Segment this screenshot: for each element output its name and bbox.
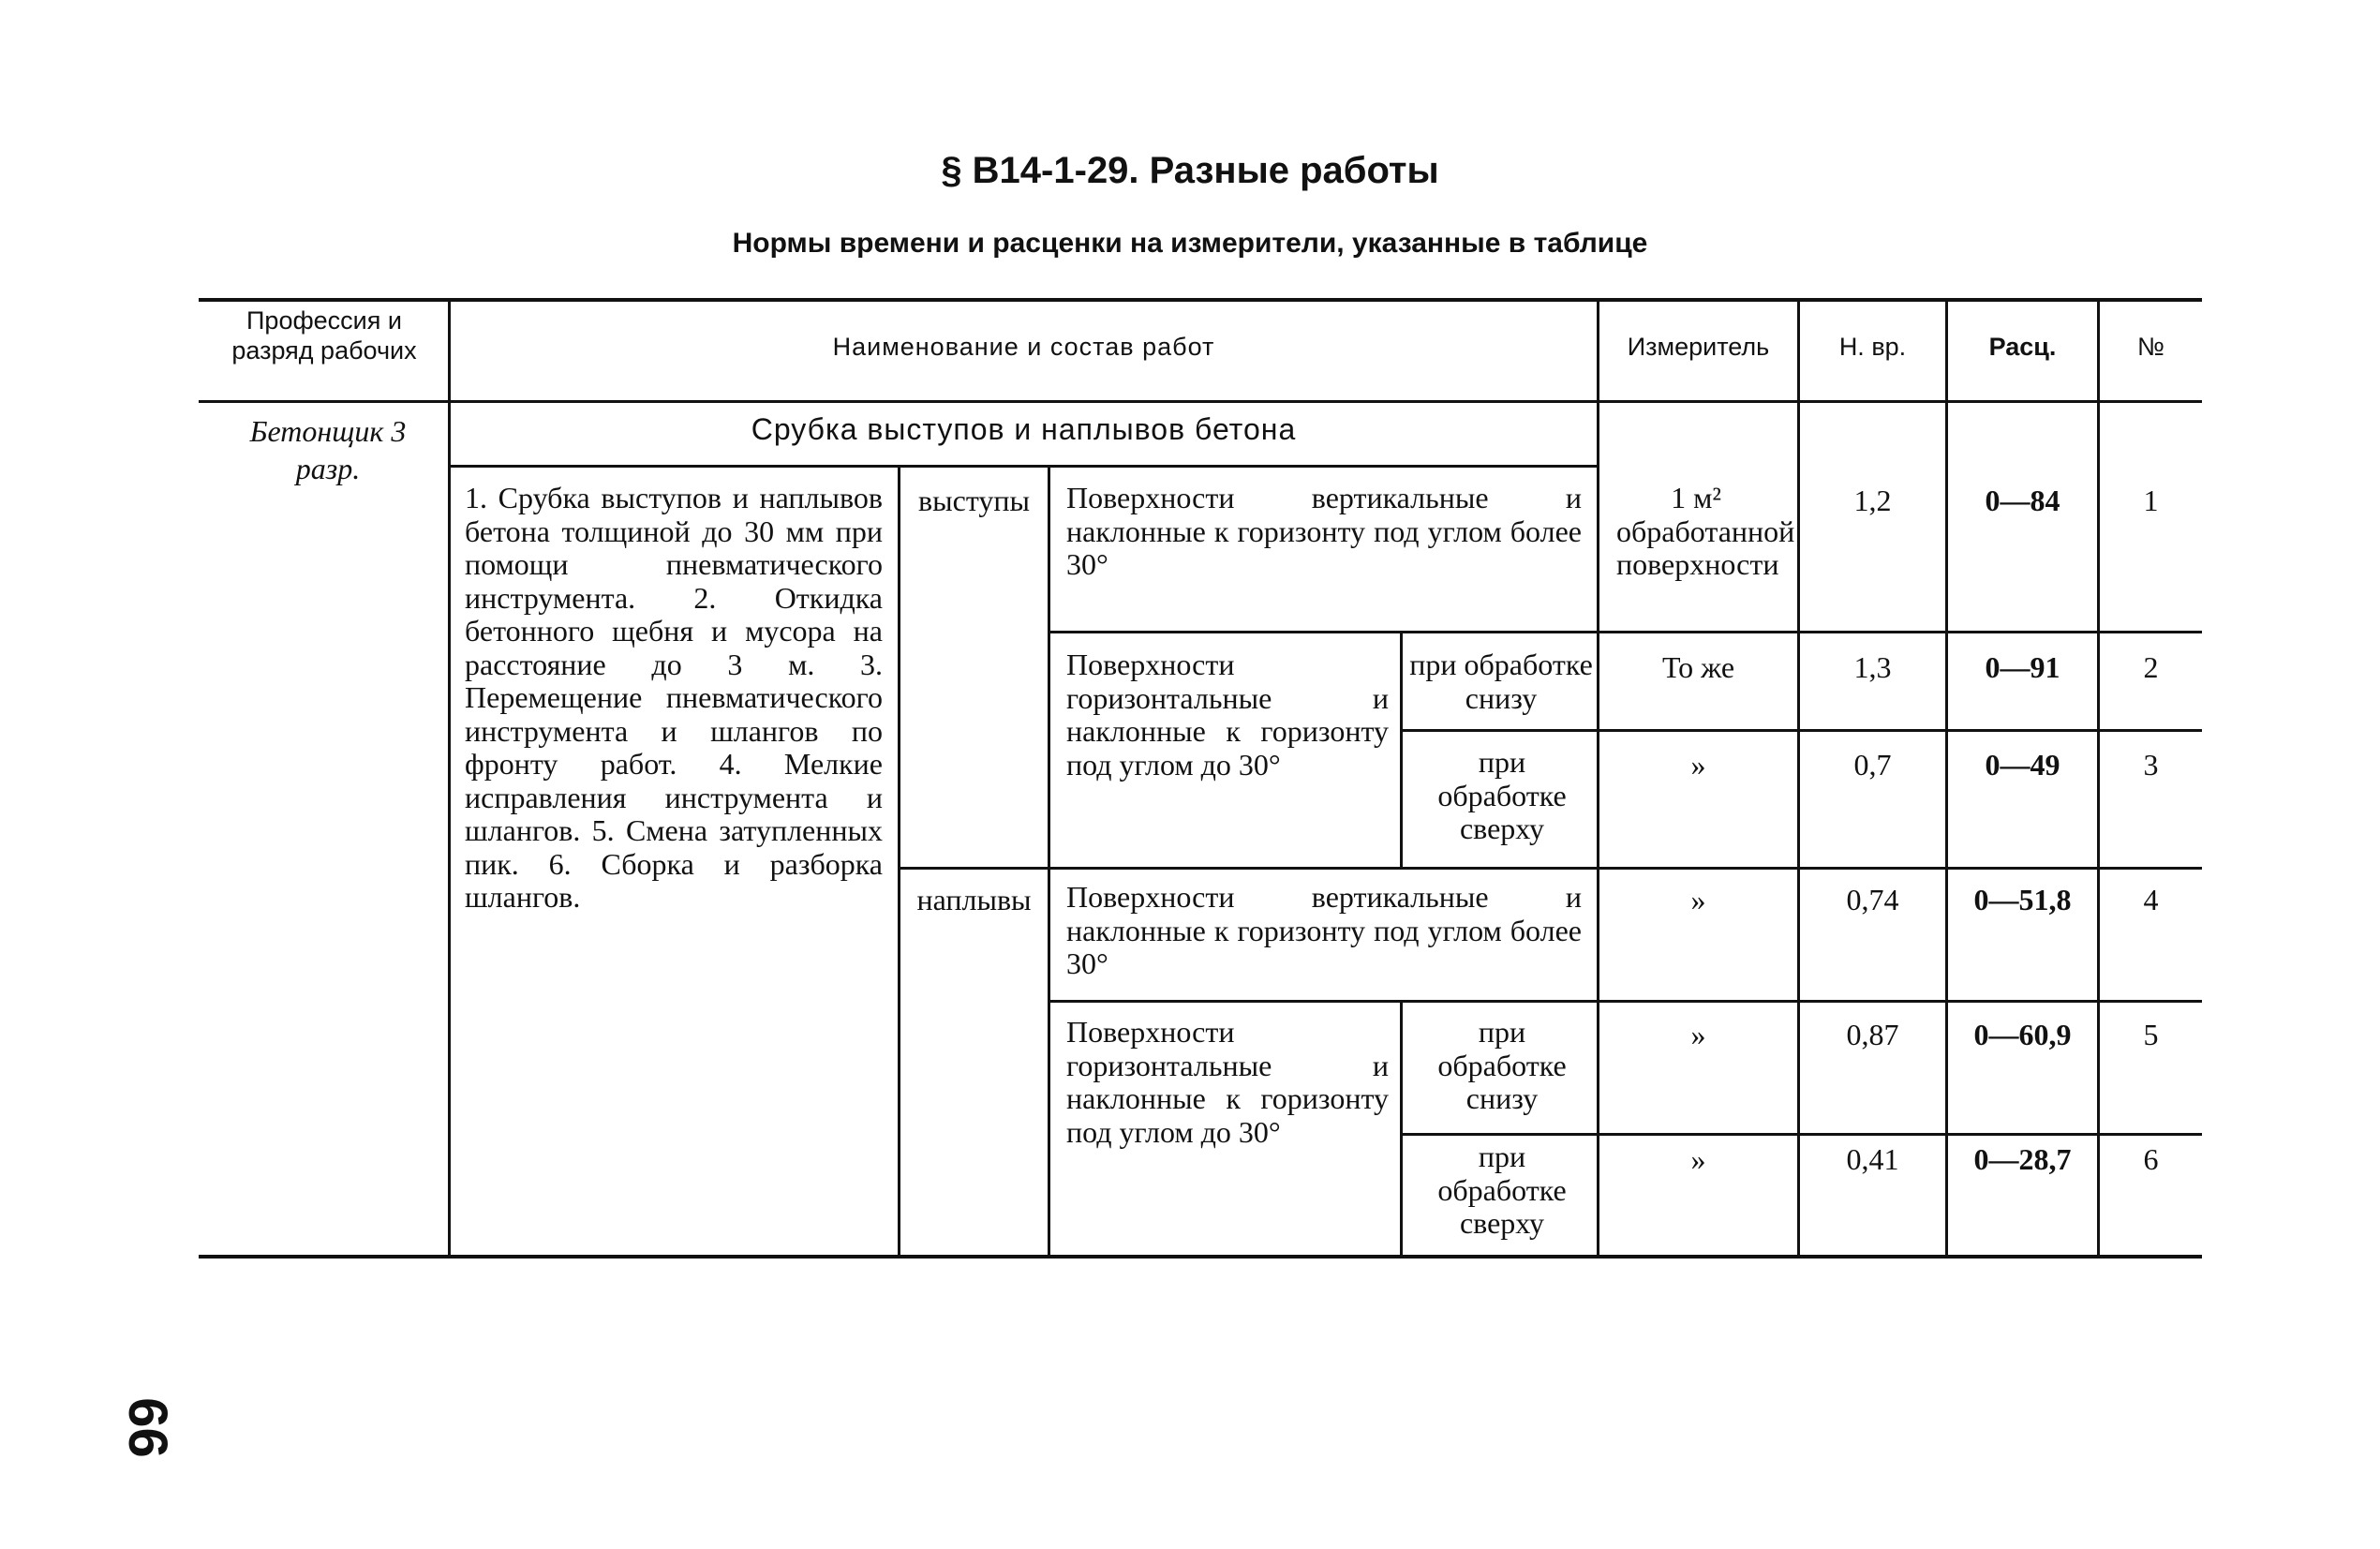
row-3-time: 0,7 (1853, 748, 1892, 782)
row-2-time: 1,3 (1853, 650, 1892, 684)
category-protrusions: выступы (918, 484, 1030, 517)
surface-vertical-2: Поверхности вертикальные и наклонные к горизонту под углом более 30° (1066, 880, 1582, 980)
header-measure: Измеритель (1627, 333, 1770, 361)
rule-row5-bottom (1402, 1133, 2202, 1136)
condition-from-below-2: при обработке снизу (1437, 1015, 1567, 1115)
rule-group-title (450, 465, 1599, 468)
rule-row2-bottom (1402, 729, 2202, 732)
page-number: 66 (116, 1397, 178, 1458)
rule-category-split (900, 867, 2202, 870)
row-1-time: 1,2 (1853, 484, 1892, 517)
row-3-no: 3 (2143, 748, 2159, 782)
rule-top (199, 298, 2202, 302)
row-3-rate: 0—49 (1985, 748, 2060, 782)
row-6-no: 6 (2143, 1142, 2159, 1176)
row-3-measure: » (1690, 748, 1706, 782)
surface-vertical-1: Поверхности вертикальные и наклонные к горизонту под углом более 30° (1066, 481, 1582, 581)
section-title: § В14-1-29. Разные работы (941, 150, 1439, 191)
row-5-rate: 0—60,9 (1973, 1018, 2072, 1051)
condition-from-above-2: при обработке сверху (1437, 1139, 1567, 1240)
row-6-time: 0,41 (1846, 1142, 1899, 1176)
row-4-measure: » (1690, 883, 1706, 916)
header-rate: Расц. (1988, 333, 2057, 361)
row-6-measure: » (1690, 1142, 1706, 1176)
header-profession: Профессия и разряд рабочих (231, 306, 417, 365)
header-time: Н. вр. (1838, 333, 1907, 361)
surface-horizontal-2: Поверхности горизонтальные и наклонные к горизонту под углом до 30° (1066, 1015, 1389, 1149)
profession-cell: Бетонщик 3 разр. (249, 414, 407, 485)
row-4-time: 0,74 (1846, 883, 1899, 916)
header-name: Наименование и состав работ (832, 333, 1215, 361)
row-5-time: 0,87 (1846, 1018, 1899, 1051)
row-2-rate: 0—91 (1985, 650, 2060, 684)
header-no: № (2137, 333, 2164, 361)
col-divider-category (1048, 465, 1050, 1258)
row-1-measure: 1 м² обработанной поверхности (1616, 481, 1795, 581)
rule-row4-bottom (1049, 1000, 2202, 1003)
surface-horizontal-1: Поверхности горизонтальные и наклонные к горизонту под углом до 30° (1066, 648, 1389, 782)
rule-header-bottom (199, 400, 2202, 403)
col-divider-subcondition (1400, 631, 1403, 867)
work-composition: 1. Срубка выступов и наплывов бетона толщиной до 30 мм при помощи пневматического инструмента. 2. Откидка бетонного щебня и мусора на расстояние до 3 м. 3. Перемещение пневматического инструмента и шлангов по фронту работ. 4. Мелкие исправления инструмента и шлангов. 5. Смена затупленных пик. 6. Сборка и разборка шлангов. (465, 481, 883, 914)
row-5-no: 5 (2143, 1018, 2159, 1051)
group-title: Срубка выступов и наплывов бетона (751, 412, 1297, 446)
rule-bottom (199, 1255, 2202, 1259)
row-4-no: 4 (2143, 883, 2159, 916)
row-5-measure: » (1690, 1018, 1706, 1051)
row-2-no: 2 (2143, 650, 2159, 684)
row-6-rate: 0—28,7 (1973, 1142, 2072, 1176)
category-sags: наплывы (916, 883, 1032, 916)
rule-row1-bottom (1049, 631, 2202, 633)
col-divider-composition (898, 465, 900, 1258)
table-subtitle: Нормы времени и расценки на измерители, указанные в таблице (732, 228, 1648, 259)
row-1-rate: 0—84 (1985, 484, 2060, 517)
condition-from-below-1: при обработке снизу (1409, 648, 1593, 715)
row-4-rate: 0—51,8 (1973, 883, 2072, 916)
col-divider-subcondition-2 (1400, 1000, 1403, 1258)
row-1-no: 1 (2143, 484, 2159, 517)
condition-from-above-1: при обработке сверху (1437, 745, 1567, 845)
row-2-measure: То же (1661, 650, 1735, 684)
